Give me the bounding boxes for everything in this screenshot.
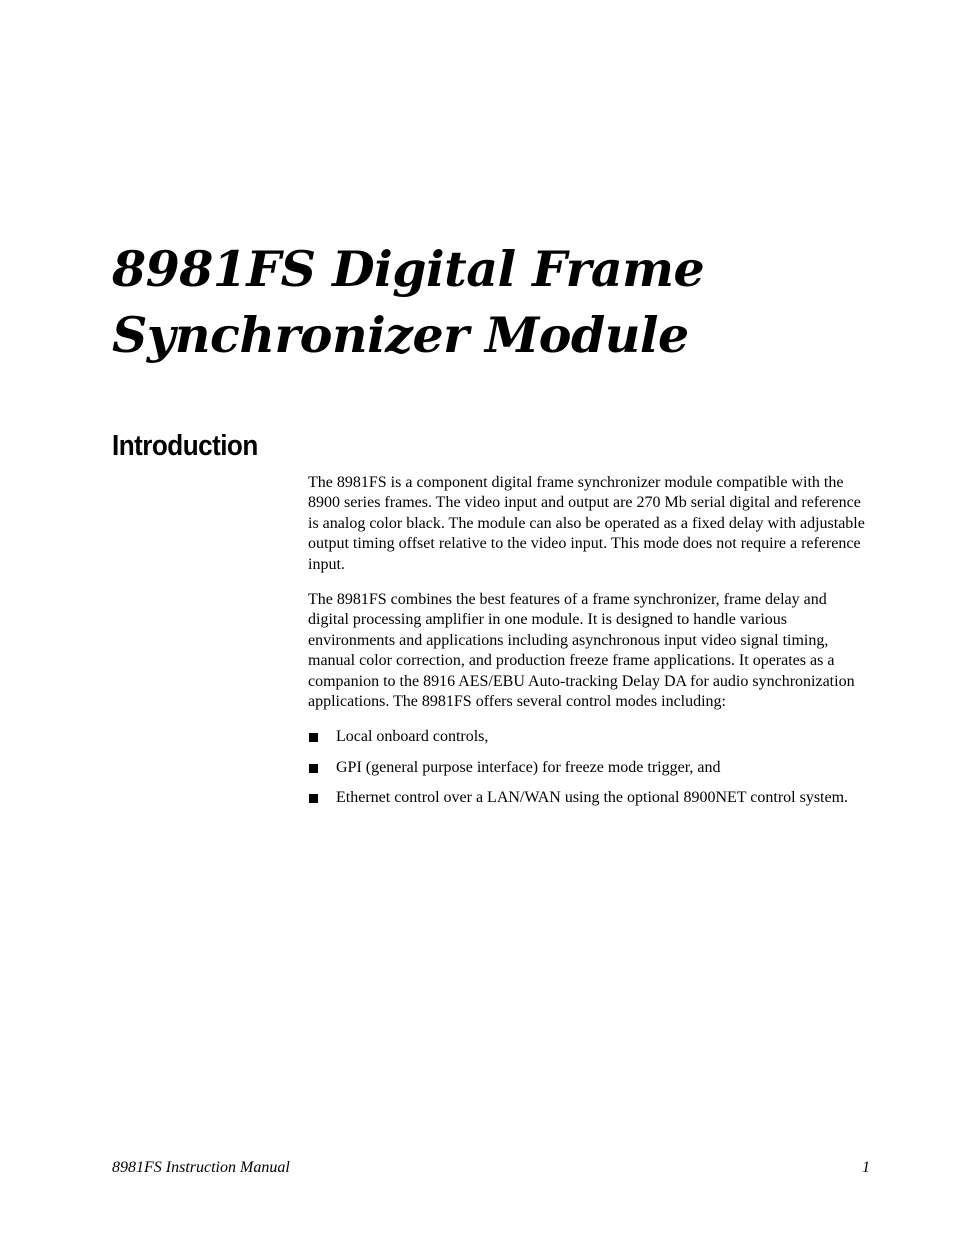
document-title (112, 236, 872, 368)
list-item (308, 788, 870, 808)
square-bullet-icon (309, 733, 318, 742)
section-heading-introduction: Introduction (112, 430, 258, 462)
paragraph-features: The 8981FS combines the best features of a frame synchronizer, frame delay and digital processing amplifier in one module. It is designed to handle various environments and applications including asynchronous input video signal timing, manual color correction, and production freeze frame applications. It operates as a companion to the 8916 AES/EBU Auto-tracking Delay DA for audio synchronization applications. The 8981FS offers several control modes including: (308, 591, 855, 711)
list-item (308, 758, 870, 778)
square-bullet-icon (309, 794, 318, 803)
page-footer (112, 1157, 870, 1179)
list-item-text: Ethernet control over a LAN/WAN using the optional 8900NET control system. (336, 789, 849, 807)
square-bullet-icon (309, 764, 318, 773)
document-title-line-2: Synchronizer Module (112, 306, 689, 364)
footer-manual-name: 8981FS Instruction Manual (112, 1159, 290, 1176)
list-item-text: Local onboard controls, (336, 728, 489, 746)
list-item-text: GPI (general purpose interface) for freeze mode trigger, and (336, 758, 721, 776)
control-modes-list (308, 727, 870, 808)
document-title-line-1: 8981FS Digital Frame (112, 240, 705, 298)
body-column (308, 473, 870, 819)
paragraph-overview: The 8981FS is a component digital frame synchronizer module compatible with the 8900 series frames. The video input and output are 270 Mb serial digital and reference is analog color black. The module can also be operated as a fixed delay with adjustable output timing offset relative to the video input. This mode does not require a reference input. (308, 474, 865, 573)
footer-page-number: 1 (862, 1159, 870, 1176)
list-item (308, 727, 870, 747)
